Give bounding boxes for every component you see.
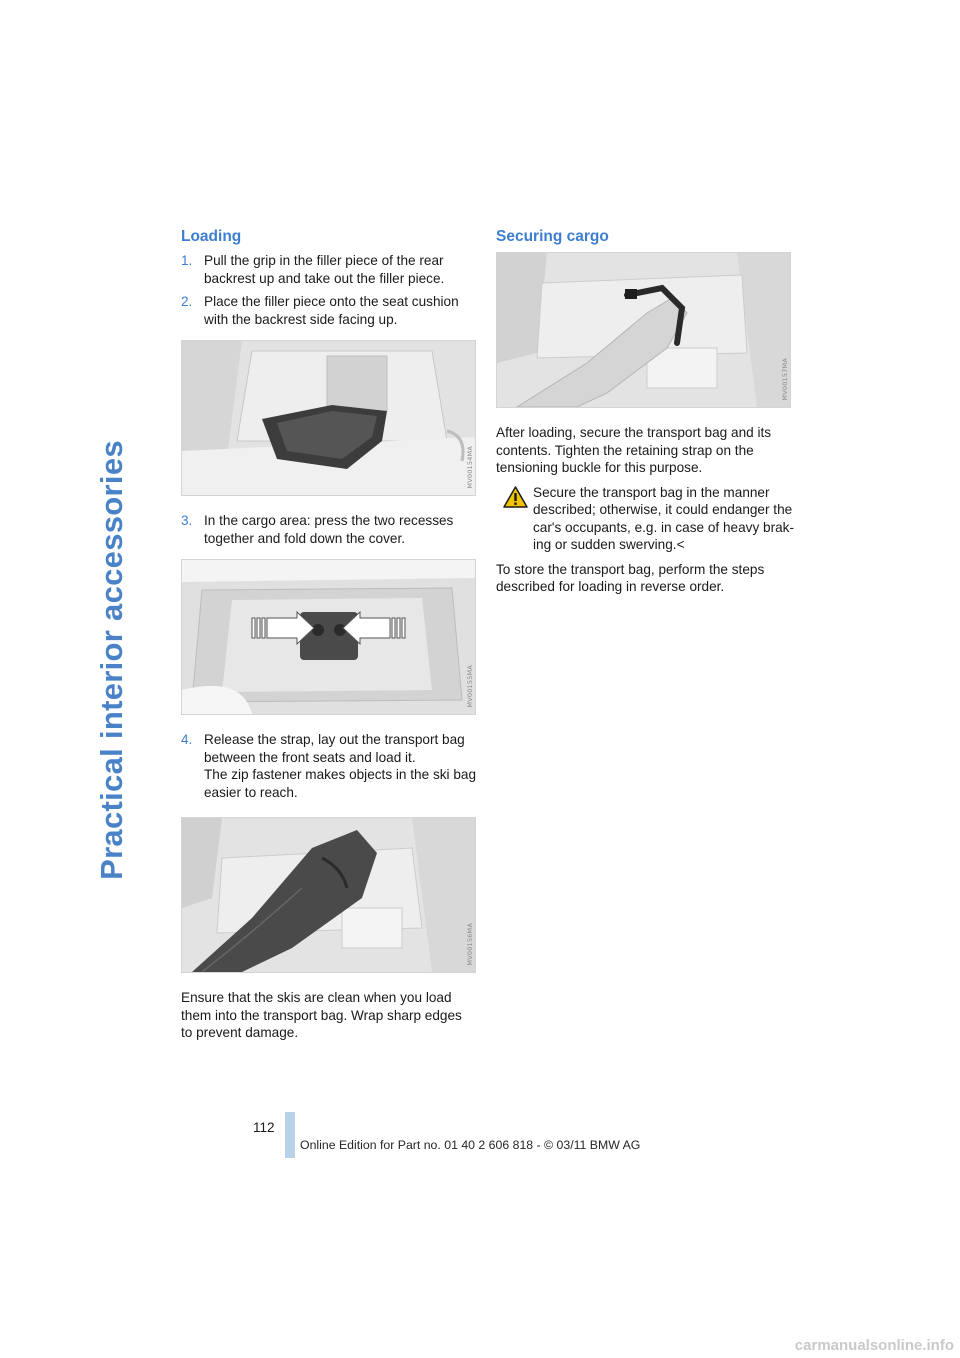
right-column — [496, 228, 796, 603]
step-1-text: Pull the grip in the filler piece of the rear backrest up and take out the filler piece. — [204, 253, 445, 286]
step-1 — [181, 252, 476, 287]
loading-steps-continued-4 — [181, 731, 476, 801]
step-2-number: 2. — [181, 294, 193, 309]
figure-code-3: MV00156MA — [466, 923, 474, 966]
transport-bag-illustration — [182, 818, 475, 972]
step-3-text: In the cargo area: press the two recesses together and fold down the cover. — [204, 513, 454, 546]
figure-transport-bag-loaded — [181, 817, 476, 973]
securing-paragraph-2: To store the transport bag, perform the steps described for loading in reverse order. — [496, 561, 765, 594]
warning-end-mark: < — [676, 537, 685, 552]
site-watermark: carmanualsonline.info — [794, 1337, 954, 1354]
warning-note — [496, 484, 796, 554]
step-4-subtext: The zip fastener makes objects in the ski bag easier to reach. — [204, 767, 477, 800]
step-4-text: Release the strap, lay out the transport bag between the front seats and load it. — [204, 732, 465, 765]
filler-piece-illustration — [182, 341, 475, 495]
step-4-number: 4. — [181, 732, 193, 747]
securing-paragraph-1: After loading, secure the transport bag and its contents. Tighten the retaining strap on the tensioning buckle for this purpose. — [496, 425, 772, 475]
step-2-text: Place the filler piece onto the seat cushion with the backrest side facing up. — [204, 294, 459, 327]
step-4 — [181, 731, 476, 801]
securing-cargo-illustration — [497, 253, 790, 407]
footer-accent-bar — [285, 1112, 295, 1158]
loading-closing-paragraph: Ensure that the skis are clean when you load them into the transport bag. Wrap sharp edges to prevent damage. — [181, 990, 462, 1040]
figure-securing-cargo — [496, 252, 791, 408]
figure-code-2: MV00155MA — [466, 665, 474, 708]
chapter-side-title-text: Practical interior accessories — [94, 440, 129, 880]
securing-cargo-heading: Securing cargo — [496, 228, 609, 245]
loading-heading: Loading — [181, 228, 242, 245]
warning-triangle-icon — [503, 486, 528, 508]
cargo-area-illustration — [182, 560, 475, 714]
figure-code-4: MV00157MA — [781, 358, 789, 401]
figure-cargo-area-recesses — [181, 559, 476, 715]
warning-text: Secure the transport bag in the manner described; otherwise, it could endanger the car's occupants, e.g. in case of heavy brak-ing or sudden swerving. — [533, 484, 795, 552]
figure-code-1: MV00154MA — [466, 446, 474, 489]
figure-filler-piece-on-seat — [181, 340, 476, 496]
left-column — [181, 228, 476, 1049]
step-1-number: 1. — [181, 253, 193, 268]
footer-edition-text: Online Edition for Part no. 01 40 2 606 818 - © 03/11 BMW AG — [300, 1138, 641, 1152]
step-3-number: 3. — [181, 513, 193, 528]
step-3 — [181, 512, 476, 547]
loading-steps — [181, 252, 476, 328]
step-2 — [181, 293, 476, 328]
loading-steps-continued-3 — [181, 512, 476, 547]
page-number: 112 — [253, 1120, 275, 1135]
